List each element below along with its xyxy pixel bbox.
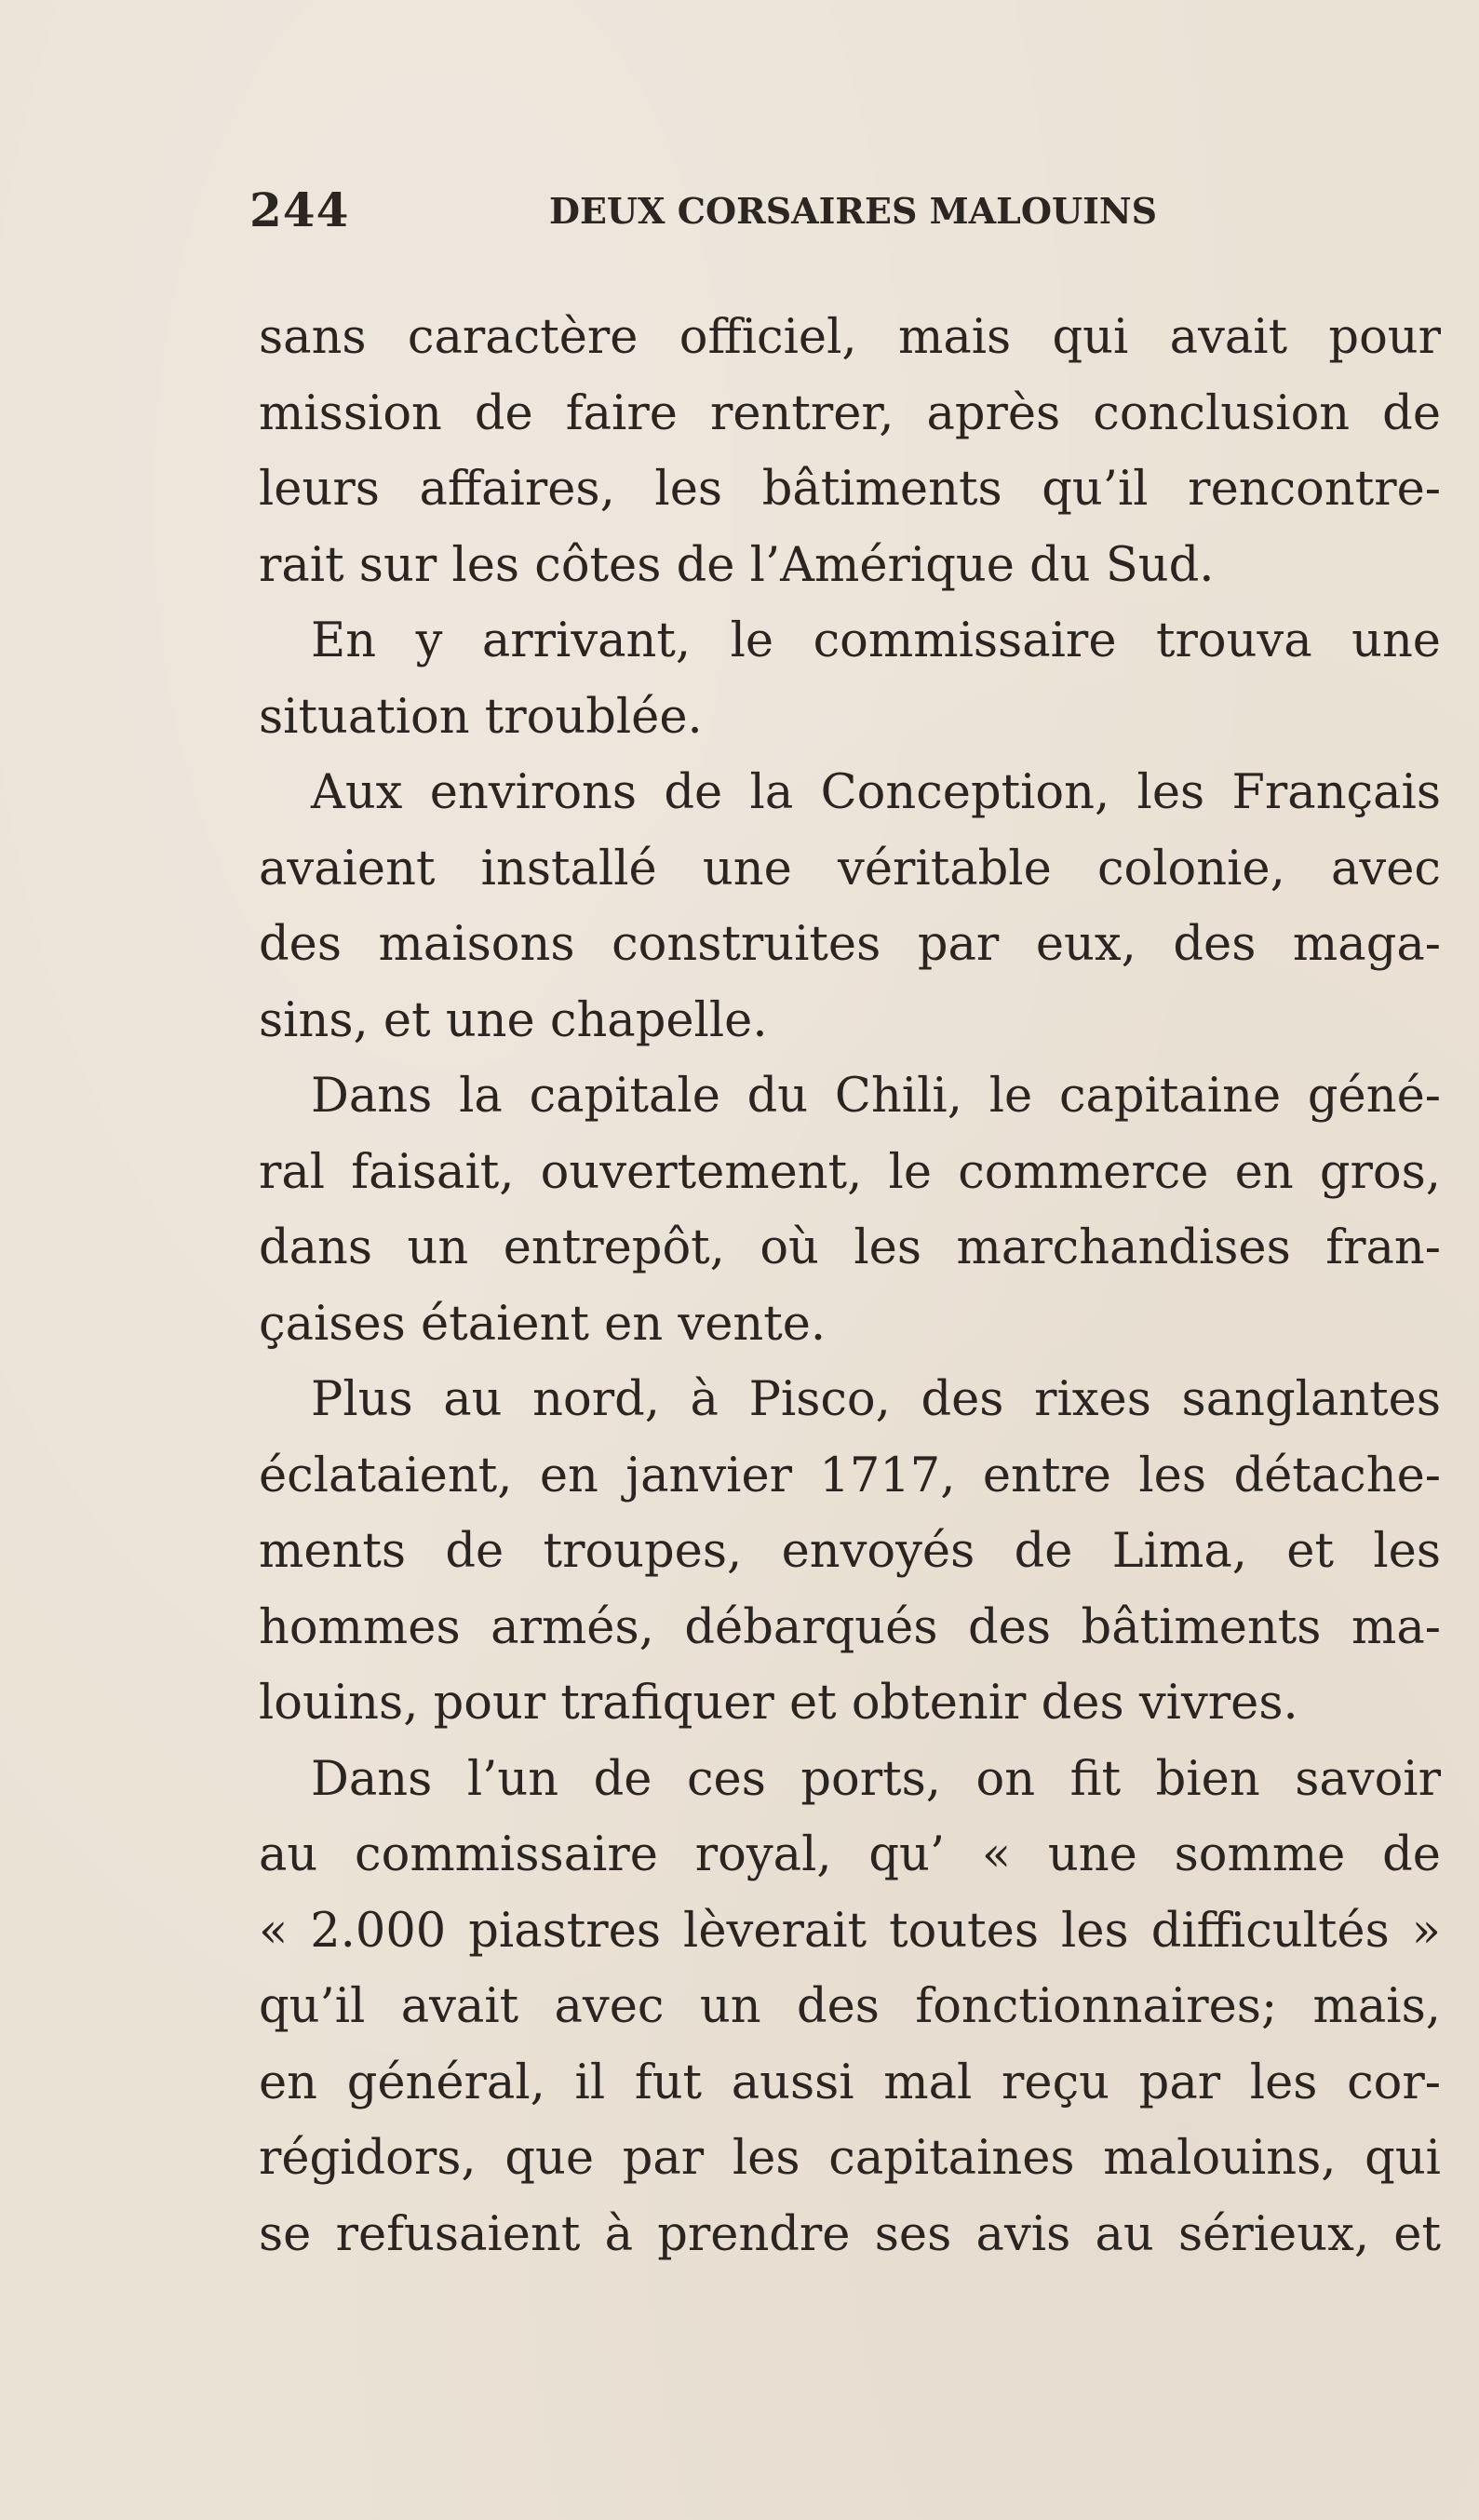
running-title: DEUX CORSAIRES MALOUINS [549, 190, 1158, 232]
text-line: situation troublée. [259, 689, 703, 745]
text-line: louins, pour trafiquer et obtenir des vivres. [259, 1676, 1298, 1731]
text-line: çaises étaient en vente. [259, 1296, 827, 1352]
text-line: avaient installé une véritable colonie, avec [259, 841, 1441, 896]
text-line: sins, et une chapelle. [259, 992, 768, 1048]
page-header [0, 182, 1479, 248]
text-line: au commissaire royal, qu’ « une somme de [259, 1827, 1441, 1882]
text-line: Plus au nord, à Pisco, des rixes sanglantes [311, 1372, 1441, 1427]
text-line: éclataient, en janvier 1717, entre les détache- [259, 1448, 1441, 1503]
text-line: en général, il fut aussi mal reçu par les cor- [259, 2055, 1441, 2110]
text-line: ments de troupes, envoyés de Lima, et les [259, 1524, 1441, 1579]
text-line: hommes armés, débarqués des bâtiments ma- [259, 1599, 1441, 1655]
text-line: sans caractère officiel, mais qui avait pour [259, 310, 1441, 365]
text-line: qu’il avait avec un des fonctionnaires; mais, [259, 1979, 1441, 2034]
text-line: mission de faire rentrer, après conclusion de [259, 385, 1441, 441]
text-line: régidors, que par les capitaines malouins, qui [259, 2131, 1441, 2186]
text-line: Aux environs de la Conception, les Français [311, 765, 1441, 820]
text-line: leurs affaires, les bâtiments qu’il rencontre- [259, 462, 1441, 517]
body-text [259, 300, 1441, 2272]
text-line: En y arrivant, le commissaire trouva une [311, 613, 1441, 668]
text-line: rait sur les côtes de l’Amérique du Sud. [259, 537, 1215, 593]
text-line: Dans la capitale du Chili, le capitaine géné- [311, 1069, 1441, 1124]
text-line: se refusaient à prendre ses avis au sérieux, et [259, 2206, 1441, 2262]
text-line: dans un entrepôt, où les marchandises fran- [259, 1220, 1441, 1275]
text-line: des maisons construites par eux, des maga- [259, 917, 1441, 972]
text-line: ral faisait, ouvertement, le commerce en gros, [259, 1144, 1441, 1200]
text-line: Dans l’un de ces ports, on fit bien savoir [311, 1751, 1441, 1807]
page-number: 244 [249, 182, 350, 237]
text-line: « 2.000 piastres lèverait toutes les difficultés » [259, 1903, 1441, 1959]
